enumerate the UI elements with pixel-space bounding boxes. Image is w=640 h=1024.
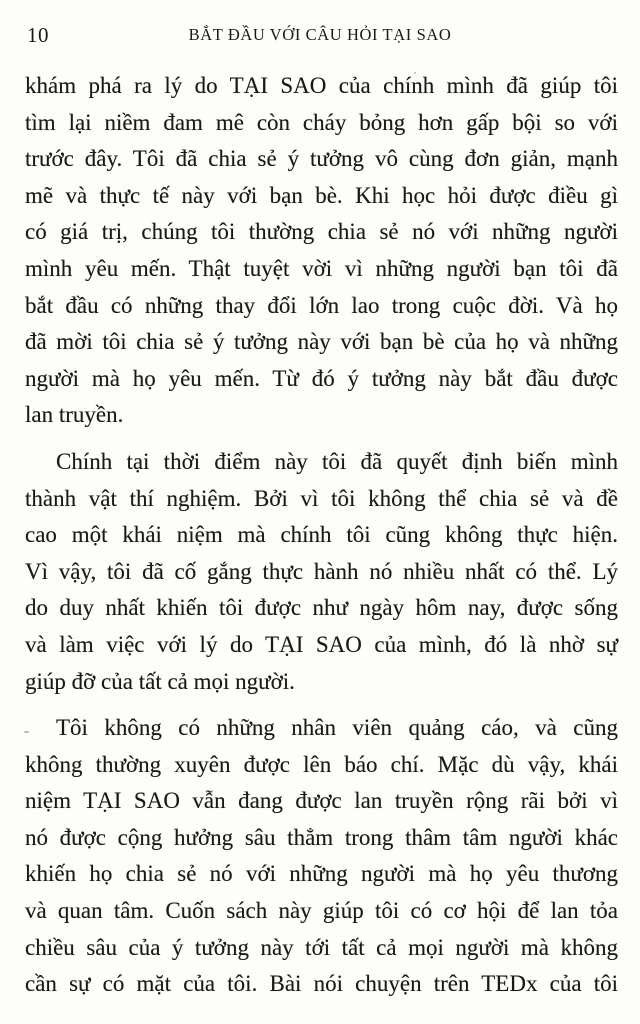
text-line: do duy nhất khiến tôi được như ngày hôm nay, được sống [25, 595, 618, 621]
scan-speck [414, 72, 416, 74]
text-line: người mà họ yêu mến. Từ đó ý tưởng này bắt đầu được [25, 365, 618, 391]
text-line: có giá trị, chúng tôi thường chia sẻ nó với những người [25, 219, 618, 245]
running-head-title: BẮT ĐẦU VỚI CÂU HỎI TẠI SAO [188, 25, 452, 44]
text-line: tìm lại niềm đam mê còn cháy bỏng hơn gấp bội so với [25, 109, 618, 135]
text-line: bắt đầu có những thay đổi lớn lao trong cuộc đời. Và họ [25, 292, 618, 318]
text-line: giúp đỡ của tất cả mọi người. [25, 668, 295, 694]
text-line: cao một khái niệm mà chính tôi cũng không thực hiện. [25, 522, 618, 548]
page-body [25, 68, 618, 1013]
text-line: mẽ và thực tế này với bạn bè. Khi học hỏi được điều gì [25, 182, 618, 208]
text-line: chiều sâu của ý tưởng này tới tất cả mọi người mà không [25, 934, 618, 960]
text-line: niệm TẠI SAO vẫn đang được lan truyền rộng rãi bởi vì [25, 788, 618, 814]
page-number: 10 [27, 23, 49, 47]
text-line: Tôi không có những nhân viên quảng cáo, và cũng [56, 715, 618, 741]
text-line: nó được cộng hưởng sâu thẳm trong thâm tâm người khác [25, 824, 618, 850]
paragraph [25, 710, 618, 1003]
paragraph [25, 68, 618, 434]
text-line: lan truyền. [25, 402, 124, 428]
text-line: và quan tâm. Cuốn sách này giúp tôi có cơ hội để lan tỏa [25, 898, 618, 924]
text-line: thành vật thí nghiệm. Bởi vì tôi không thể chia sẻ và đề [25, 485, 618, 511]
page-header [0, 22, 640, 48]
paragraph [25, 444, 618, 700]
text-line: khám phá ra lý do TẠI SAO của chính mình đã giúp tôi [25, 73, 618, 98]
text-line: mình yêu mến. Thật tuyệt vời vì những người bạn tôi đã [25, 255, 618, 281]
text-line: cần sự có mặt của tôi. Bài nói chuyện trên TEDx của tôi [25, 971, 618, 997]
text-line: Vì vậy, tôi đã cố gắng thực hành nó nhiều nhất có thể. Lý [25, 558, 618, 584]
text-line: không thường xuyên được lên báo chí. Mặc dù vậy, khái [25, 751, 618, 777]
text-line: khiến họ chia sẻ nó với những người mà họ yêu thương [25, 861, 618, 887]
text-line: đã mời tôi chia sẻ ý tưởng này với bạn bè của họ và những [25, 329, 618, 355]
text-line: và làm việc với lý do TẠI SAO của mình, đó là nhờ sự [25, 631, 618, 657]
text-line: Chính tại thời điểm này tôi đã quyết định biến mình [56, 448, 618, 474]
text-line: trước đây. Tôi đã chia sẻ ý tưởng vô cùng đơn giản, mạnh [25, 146, 618, 172]
scan-speck [24, 731, 29, 733]
